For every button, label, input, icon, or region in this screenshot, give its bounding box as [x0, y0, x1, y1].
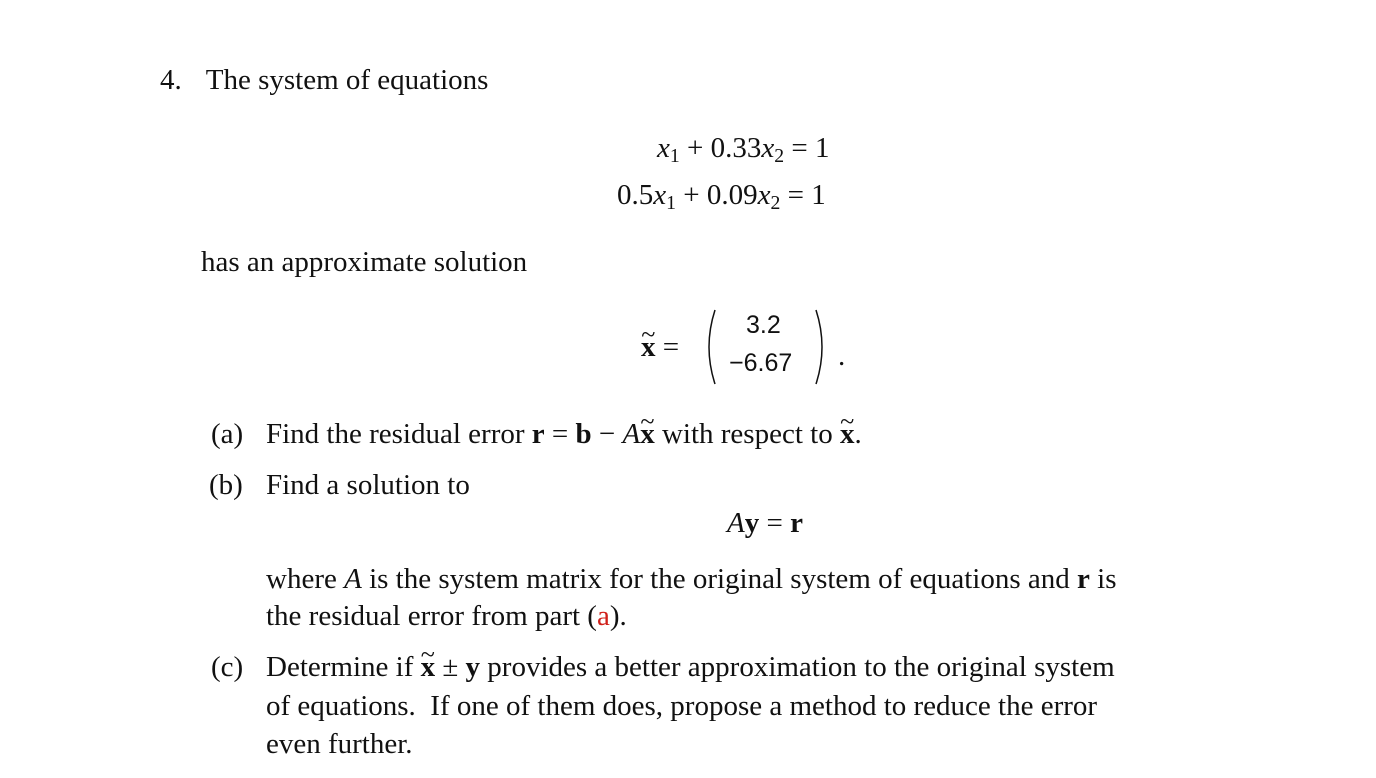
eq2-coefficient-2: 0.09 [706, 179, 758, 211]
where-text-2: is the system matrix for the original system of equations and [361, 563, 1078, 595]
residual-line-after: ). [609, 600, 627, 632]
where-text-1: where [266, 563, 345, 595]
part-a-reference-link[interactable]: a [596, 600, 610, 632]
vector-entry-1: 3.2 [746, 311, 781, 339]
minus-sign: − [598, 418, 623, 450]
period: . [854, 418, 862, 450]
solution-vector-lhs [641, 333, 679, 362]
plus-minus-sign: ± [442, 651, 466, 683]
variable-x1: $x_1$ [653, 179, 676, 214]
part-b-residual-line [266, 602, 627, 631]
variable-x1: $x_1$ [657, 132, 680, 167]
x-tilde-symbol: ~ x [840, 420, 855, 449]
matrix-a-symbol: A [622, 418, 641, 450]
y-symbol: y [744, 507, 760, 539]
part-a-label: (a) [211, 418, 244, 450]
problem-intro: The system of equations [205, 64, 489, 96]
part-c-line-2: of equations. If one of them does, propose a method to reduce the error [266, 690, 1098, 722]
equals-sign: = [662, 331, 680, 363]
plus-sign: + [686, 132, 711, 164]
vector-period: . [838, 340, 846, 372]
eq1-coefficient: 0.33 [710, 132, 762, 164]
x-tilde-symbol: ~ x [641, 333, 656, 362]
part-c-line-3: even further. [266, 728, 413, 760]
right-paren [816, 310, 822, 384]
equation-2 [617, 179, 826, 214]
part-a-text-before: Find the residual error [266, 418, 532, 450]
variable-x2: $x_2$ [761, 132, 785, 167]
residual-r-symbol: r [790, 507, 803, 539]
residual-line-before: the residual error from part ( [266, 600, 597, 632]
equation-1 [657, 132, 830, 167]
equals-sign: = [551, 418, 576, 450]
part-b-label: (b) [209, 469, 243, 501]
part-c-after: provides a better approximation to the original system [480, 651, 1115, 683]
equals-sign: = [766, 507, 791, 539]
eq2-rhs: 1 [811, 179, 826, 211]
variable-x2: $x_2$ [757, 179, 781, 214]
eq1-rhs: 1 [814, 132, 830, 164]
equation-ay-equals-r [727, 509, 803, 538]
matrix-a-symbol: A [727, 507, 745, 539]
part-c-line-1 [266, 653, 1115, 682]
part-a-text [266, 420, 862, 449]
problem-header [160, 66, 488, 95]
b-symbol: b [575, 418, 592, 450]
plus-sign: + [683, 179, 707, 211]
vector-entry-2: −6.67 [729, 349, 793, 377]
approx-solution-label: has an approximate solution [201, 246, 528, 278]
equals-sign: = [791, 132, 815, 164]
eq2-coefficient-1: 0.5 [617, 179, 654, 211]
part-c-label: (c) [211, 651, 244, 683]
matrix-a-symbol: A [344, 563, 362, 595]
part-a-text-after: with respect to [654, 418, 840, 450]
equals-sign: = [787, 179, 812, 211]
x-tilde-symbol: ~ x [640, 420, 655, 449]
part-b-text: Find a solution to [266, 469, 470, 501]
where-text-3: is [1089, 563, 1117, 595]
part-c-before: Determine if [266, 651, 421, 683]
residual-r-symbol: r [531, 418, 545, 450]
residual-r-symbol: r [1077, 563, 1090, 595]
problem-number: 4. [160, 64, 182, 96]
y-symbol: y [465, 651, 481, 683]
part-b-where-line [266, 565, 1116, 594]
left-paren [709, 310, 715, 384]
x-tilde-symbol: ~ x [421, 653, 436, 682]
